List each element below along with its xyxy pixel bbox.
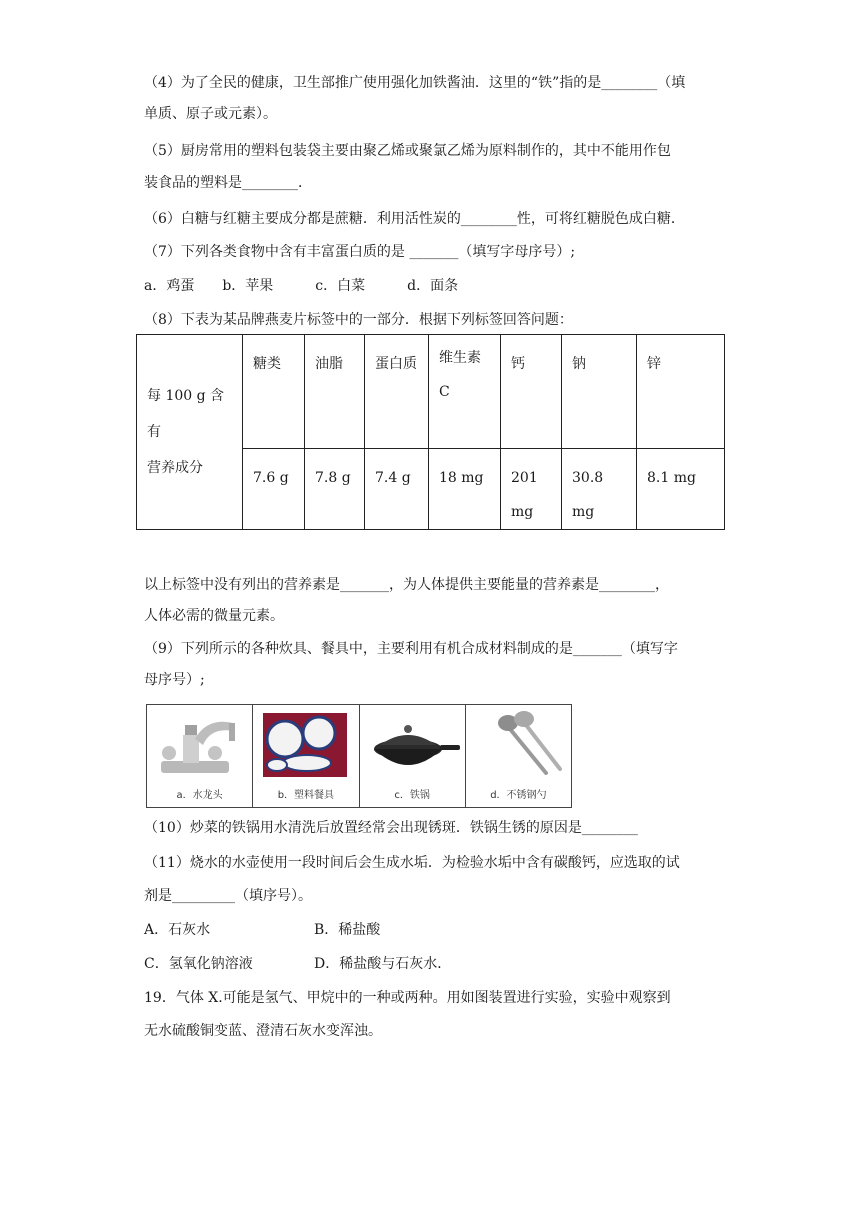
header-fat: 油脂 — [305, 335, 365, 449]
iron-wok-icon — [360, 705, 464, 787]
header-protein: 蛋白质 — [365, 335, 429, 449]
plastic-tableware-icon — [253, 705, 357, 787]
q7-options: a．鸡蛋 b．苹果 c．白菜 d．面条 — [144, 278, 459, 294]
q5-line-2: 装食品的塑料是________． — [144, 175, 312, 191]
nutrition-table — [136, 334, 725, 530]
header-vitamin-line-2: C — [439, 384, 450, 400]
q11-option-d: D．稀盐酸与石灰水． — [314, 956, 452, 972]
q4-line-2: 单质、原子或元素）。 — [144, 106, 277, 122]
header-calcium: 钙 — [501, 335, 562, 449]
q9-line-2: 母序号）; — [144, 672, 205, 688]
header-vitamin-c — [429, 335, 501, 449]
q9-line-1: （9）下列所示的各种炊具、餐具中，主要利用有机合成材料制成的是_______（填写字 — [144, 641, 678, 657]
caption-b: b．塑料餐具 — [277, 790, 335, 801]
cookware-image-strip — [146, 704, 572, 808]
value-calcium: 201 mg — [501, 449, 562, 530]
q11-option-c: C．氢氧化钠溶液 — [144, 956, 253, 972]
q11-line-1: （11）烧水的水壶使用一段时间后会生成水垢．为检验水垢中含有碳酸钙，应选取的试 — [144, 855, 680, 871]
value-vitamin-c: 18 mg — [429, 449, 501, 530]
q5-line-1: （5）厨房常用的塑料包装袋主要由聚乙烯或聚氯乙烯为原料制作的，其中不能用作包 — [144, 143, 671, 159]
table-row-header — [137, 335, 243, 530]
header-vitamin-line-1: 维生素 — [439, 350, 481, 366]
q11-line-2: 剂是_________（填序号）。 — [144, 888, 312, 904]
header-sugar: 糖类 — [243, 335, 305, 449]
q11-option-a: A．石灰水 — [144, 922, 211, 938]
after-table-line-1: 以上标签中没有列出的营养素是_______，为人体提供主要能量的营养素是________， — [144, 577, 669, 593]
row-header-line-1: 每 100 g 含有 — [147, 388, 225, 440]
caption-c: c．铁锅 — [394, 790, 430, 801]
value-zinc: 8.1 mg — [637, 449, 725, 530]
option-a-faucet — [147, 705, 253, 807]
q8-line: （8）下表为某品牌燕麦片标签中的一部分．根据下列标签回答问题： — [144, 312, 573, 328]
row-header-line-2: 营养成分 — [147, 460, 203, 476]
option-c-iron-wok — [360, 705, 466, 807]
header-sodium: 钠 — [562, 335, 637, 449]
header-zinc: 锌 — [637, 335, 725, 449]
option-b-plastic-tableware — [253, 705, 359, 807]
q11-option-b: B．稀盐酸 — [314, 922, 381, 938]
value-protein: 7.4 g — [365, 449, 429, 530]
value-sugar: 7.6 g — [243, 449, 305, 530]
caption-d: d．不锈钢勺 — [490, 790, 547, 801]
after-table-line-2: 人体必需的微量元素。 — [144, 608, 284, 624]
value-fat: 7.8 g — [305, 449, 365, 530]
faucet-icon — [147, 705, 251, 787]
q6-line: （6）白糖与红糖主要成分都是蔗糖．利用活性炭的________性，可将红糖脱色成白糖． — [144, 211, 685, 227]
steel-ladle-icon — [466, 705, 571, 787]
q7-line: （7）下列各类食物中含有丰富蛋白质的是 _______（填写字母序号）; — [144, 244, 576, 260]
option-d-steel-ladle — [466, 705, 571, 807]
value-sodium: 30.8 mg — [562, 449, 637, 530]
q19-line-1: 19．气体 X.可能是氢气、甲烷中的一种或两种。用如图装置进行实验，实验中观察到 — [144, 990, 671, 1006]
q19-line-2: 无水硫酸铜变蓝、澄清石灰水变浑浊。 — [144, 1023, 382, 1039]
q4-line-1: （4）为了全民的健康，卫生部推广使用强化加铁酱油．这里的“铁”指的是________（填 — [144, 75, 686, 91]
caption-a: a．水龙头 — [176, 790, 223, 801]
q10-line: （10）炒菜的铁锅用水清洗后放置经常会出现锈斑．铁锅生锈的原因是________ — [144, 820, 638, 836]
